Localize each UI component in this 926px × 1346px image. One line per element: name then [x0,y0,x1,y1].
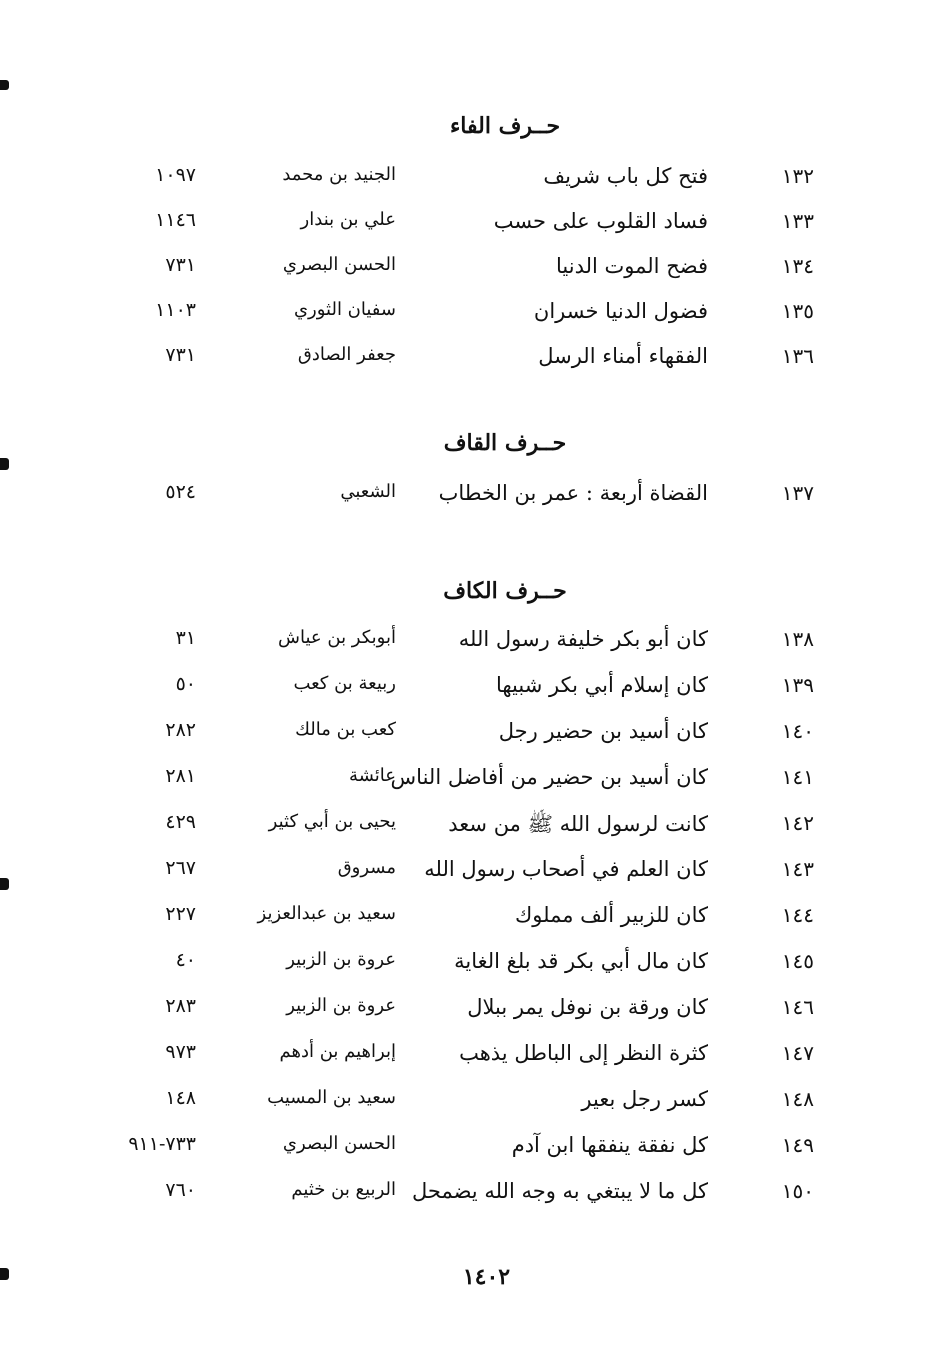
entry-number: ١٣٩ [781,673,814,697]
table-row [0,481,926,521]
table-row [0,949,926,989]
narrator-name: إبراهيم بن أدهم [279,1041,396,1062]
saying-text: الفقهاء أمناء الرسل [538,344,708,368]
table-row [0,903,926,943]
narrator-name: عروة بن الزبير [286,949,396,970]
entry-number: ١٥٠ [781,1179,814,1203]
saying-text: كل نفقة ينفقها ابن آدم [511,1133,708,1157]
page-number: ١٤٠٢ [462,1264,511,1290]
table-row [0,344,926,384]
saying-text: كان ورقة بن نوفل يمر ببلال [467,995,708,1019]
narrator-name: الحسن البصري [282,254,396,275]
saying-text: كان إسلام أبي بكر شبيها [495,673,708,697]
table-row [0,673,926,713]
narrator-name: عروة بن الزبير [286,995,396,1016]
entry-number: ١٣٨ [781,627,814,651]
reference-number: ٧٦٠ [165,1179,196,1201]
reference-number: ٢٨٢ [165,719,196,741]
entry-number: ١٤٩ [781,1133,814,1157]
table-row [0,1087,926,1127]
saying-text: فتح كل باب شريف [543,164,708,188]
reference-number: ١٠٩٧ [155,164,196,186]
saying-text: فساد القلوب على حسب [493,209,708,233]
entry-number: ١٤٦ [781,995,814,1019]
reference-number: ٢٨١ [165,765,196,787]
narrator-name: سعيد بن المسيب [267,1087,396,1108]
reference-number: ١١٠٣ [155,299,196,321]
reference-number: ٧٣١ [165,254,196,276]
narrator-name: أبوبكر بن عياش [278,627,396,648]
reference-number: ٣١ [175,627,196,649]
entry-number: ١٣٧ [781,481,814,505]
table-row [0,254,926,294]
entry-number: ١٤١ [781,765,814,789]
entry-number: ١٣٤ [781,254,814,278]
entry-number: ١٤٨ [781,1087,814,1111]
entry-number: ١٤٢ [781,811,814,835]
saying-text: كان العلم في أصحاب رسول الله [424,857,708,881]
reference-number: ٤٢٩ [165,811,196,833]
table-row [0,1133,926,1173]
narrator-name: علي بن بندار [300,209,396,230]
table-row [0,719,926,759]
entry-number: ١٤٧ [781,1041,814,1065]
narrator-name: الشعبي [340,481,396,502]
saying-text: كان أسيد بن حضير رجل [498,719,708,743]
saying-text: كثرة النظر إلى الباطل يذهب [459,1041,708,1065]
reference-number: ٥٢٤ [165,481,196,503]
saying-text: فضول الدنيا خسران [533,299,708,323]
section-title-faa: حــرف الفاء [449,113,561,139]
narrator-name: الربيع بن خثيم [291,1179,396,1200]
entry-number: ١٤٠ [781,719,814,743]
narrator-name: الحسن البصري [282,1133,396,1154]
saying-text: كان أسيد بن حضير من أفاضل الناس [390,765,708,789]
reference-number: ١٤٨ [165,1087,196,1109]
section-title-kaf: حــرف الكاف [443,578,567,604]
table-row [0,164,926,204]
table-row [0,1041,926,1081]
saying-text: كانت لرسول الله ﷺ من سعد [448,812,708,836]
table-row [0,995,926,1035]
scan-edge-mark [0,458,9,470]
saying-text: كان أبو بكر خليفة رسول الله [458,627,708,651]
reference-number: ٤٠ [175,949,196,971]
saying-text: كان للزبير ألف مملوك [514,903,708,927]
table-row [0,209,926,249]
reference-number: ٥٠ [175,673,196,695]
reference-number: ٧٣١ [165,344,196,366]
scan-edge-mark [0,80,9,90]
reference-number: ٩٧٣ [165,1041,196,1063]
saying-text: كل ما لا يبتغي به وجه الله يضمحل [412,1179,708,1203]
reference-number: ١١٤٦ [155,209,196,231]
entry-number: ١٣٣ [781,209,814,233]
table-row [0,1179,926,1219]
entry-number: ١٣٦ [781,344,814,368]
reference-number: ٧٣٣-٩١١ [128,1133,196,1155]
saying-text: القضاة أربعة : عمر بن الخطاب [438,481,708,505]
saying-text: كان مال أبي بكر قد بلغ الغاية [454,949,708,973]
entry-number: ١٤٥ [781,949,814,973]
reference-number: ٢٦٧ [165,857,196,879]
narrator-name: مسروق [337,857,396,878]
narrator-name: سفيان الثوري [293,299,396,320]
narrator-name: سعيد بن عبدالعزيز [257,903,396,924]
reference-number: ٢٢٧ [165,903,196,925]
narrator-name: الجنيد بن محمد [282,164,396,185]
narrator-name: جعفر الصادق [297,344,396,365]
narrator-name: يحيى بن أبي كثير [268,811,396,832]
entry-number: ١٤٤ [781,903,814,927]
table-row [0,627,926,667]
section-title-qaf: حــرف القاف [443,430,567,456]
entry-number: ١٤٣ [781,857,814,881]
narrator-name: ربيعة بن كعب [293,673,396,694]
saying-text: فضح الموت الدنيا [556,254,708,278]
saying-text: كسر رجل بعير [581,1087,708,1111]
entry-number: ١٣٢ [781,164,814,188]
table-row [0,299,926,339]
entry-number: ١٣٥ [781,299,814,323]
table-row [0,811,926,851]
narrator-name: عائشة [349,765,396,786]
narrator-name: كعب بن مالك [295,719,396,740]
table-row [0,857,926,897]
table-row [0,765,926,805]
reference-number: ٢٨٣ [165,995,196,1017]
